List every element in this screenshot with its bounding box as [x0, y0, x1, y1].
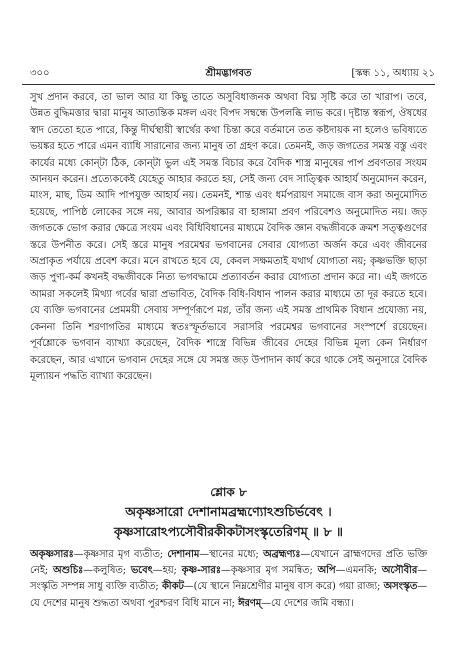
synonyms	[30, 547, 427, 612]
page-number: ৩০০	[30, 68, 50, 79]
synonym-meaning: —যে দেশের মানুষ শুদ্ধতা অথবা পুরশ্চরণ বিধি মানে না;	[30, 581, 427, 609]
verse-heading: শ্লোক ৮	[210, 485, 247, 499]
synonym-term: কৃষ্ণ-সারঃ	[181, 565, 221, 577]
synonym-term: অসৌবীর	[381, 565, 418, 577]
synonyms-paragraph	[30, 547, 427, 612]
synonym-term: অশুচিঃ	[53, 565, 84, 577]
verse-line-1: অকৃষ্ণসারো দেশানামব্রহ্মণ্যোঽশুচির্ভবেৎ ।	[125, 504, 332, 519]
synonym-meaning: —কলুষিত;	[83, 565, 131, 577]
synonym-term: দেশানাম	[167, 549, 200, 560]
section-reference: [স্কন্ধ ১১, অধ্যায় ২১	[351, 68, 435, 79]
verse-line-2: কৃষ্ণসারোঽপ্যসৌবীরকীকটাসংস্কৃতেরিণম্ ॥ ৮ ॥	[114, 524, 343, 539]
synonym-term: ঈরণম্‌	[238, 597, 262, 609]
synonym-meaning: —যে দেশের জমি বন্ধ্যা।	[261, 597, 354, 609]
synonym-meaning: —এমনকি;	[335, 565, 382, 577]
synonym-term: ভবেৎ	[130, 565, 153, 577]
synonym-meaning: —হয়;	[152, 565, 182, 577]
purport-text	[30, 90, 427, 385]
synonym-term: অপি	[317, 565, 336, 577]
synonym-meaning: —কৃষ্ণসার মৃগ সমন্বিত;	[220, 565, 318, 577]
synonym-meaning: —কৃষ্ণসার মৃগ ব্যতীত;	[73, 549, 168, 560]
synonym-meaning: —(যে স্থানে নিম্নশ্রেণীর মানুষ বাস করে) গয়া রাজ্য;	[183, 581, 384, 593]
verse-text	[0, 502, 457, 542]
synonym-term: অসংস্কৃত	[383, 581, 418, 593]
synonym-term: কীকট	[161, 581, 184, 593]
synonym-meaning: —যেখানে ব্রাহ্মণদের প্রতি ভক্তি নেই;	[30, 549, 427, 577]
purport-paragraph: সুখ প্রদান করবে, তা ভাল আর যা কিছু তাতে অসুবিধাজনক অথবা বিঘ্ন সৃষ্টি করে তা খারাপ। তবে, উন্নত বুদ্ধিমত্তার দ্বারা মানুষ আত্যন্তিক মঙ্গল এবং বিপদ সম্বন্ধে উপলব্ধি লাভ করে। দৃষ্টান্ত স্বরূপ, ঔষধের স্বাদ তেতো হতে পারে, কিন্তু দীর্ঘস্থায়ী স্বার্থের কথা চিন্তা করে বর্তমানে তত কষ্টদায়ক না হলেও ভবিষ্যতে ভয়ঙ্কর হতে পারে এমন ব্যাধি সারানোর জন্য মানুষ তা গ্রহণ করে। তেমনই, জড় জগতের সমস্ত বস্তু এবং কার্যের মধ্যে কোন্‌টা ঠিক, কোন্‌টা ভুল এই সমস্ত বিচার করে বৈদিক শাস্ত্র মানুষের পাপ প্রবণতার সংযম আনয়ন করেন। প্রত্যেককেই যেহেতু আহার করতে হয়, সেই জন্য বেদ সাত্ত্বিক আহার্য অনুমোদন করেন, মাংস, মাছ, ডিম আদি পাপযুক্ত আহার্য নয়। তেমনই, শান্ত এবং ধর্মপরায়ণ সমাজে বাস করা অনুমোদিত হয়েছে, পাপিষ্ঠ লোকের সঙ্গে নয়, আবার অপরিষ্কার বা হাঙ্গামা প্রবণ পরিবেশও অনুমোদিত নয়। জড় জগতকে ভোগ করার ক্ষেত্রে সংযম এবং বিধিবিধানের মাধ্যমে বৈদিক জ্ঞান বদ্ধজীবকে ক্রমশ সত্ত্বগুণের স্তরে উপনীত করে। সেই স্তরে মানুষ পরমেশ্বর ভগবানের সেবার যোগ্যতা অর্জন করে এবং জীবনের অপ্রাকৃত পর্যায়ে প্রবেশ করে। মনে রাখতে হবে যে, কেবল সক্ষমতাই যথার্থ যোগ্যতা নয়; কৃষ্ণভক্তি ছাড়া জড় পুণ্য-কর্ম কখনই বদ্ধজীবকে নিত্য ভগবদ্ধামে প্রত্যাবর্তন করার যোগ্যতা প্রদান করে না। এই জগতে আমরা সকলেই মিথ্যা গর্বের দ্বারা প্রভাবিত, বৈদিক বিধি-বিধান পালন করার মাধ্যমে তা দূর করতে হবে। যে ব্যক্তি ভগবানের প্রেমময়ী সেবায় সম্পূর্ণরূপে মগ্ন, তাঁর জন্য এই সমস্ত প্রাথমিক বিধান প্রযোজ্য নয়, কেননা তিনি শরণাগতির মাধ্যমে স্বতঃস্ফূর্তভাবে সরাসরি পরমেশ্বর ভগবানের সংস্পর্শে রয়েছেন। পূর্বশ্লোকে ভগবান ব্যাখ্যা করেছেন, বৈদিক শাস্ত্রে বিভিন্ন জীবের দেহের বিভিন্ন মূল্য কেন নির্ধারণ করেছেন, আর এখানে ভগবান দেহের সঙ্গে যে সমস্ত জড় উপাদান কার্য করে থাকে সেই অনুসারে বৈদিক মূল্যায়ন পদ্ধতি ব্যাখ্যা করেছেন।	[30, 92, 427, 382]
page-header	[22, 66, 435, 82]
synonym-term: অকৃষ্ণসারঃ	[30, 549, 74, 560]
synonym-meaning: —স্থানের মধ্যে;	[199, 549, 264, 560]
header-divider	[22, 84, 435, 85]
synonym-term: অব্রহ্মণ্যঃ	[263, 549, 301, 560]
synonym-meaning: —সংস্কৃতি সম্পন্ন সাধু ব্যক্তি ব্যতীত;	[30, 565, 428, 593]
book-title: শ্রীমদ্ভাগবত	[205, 68, 252, 79]
